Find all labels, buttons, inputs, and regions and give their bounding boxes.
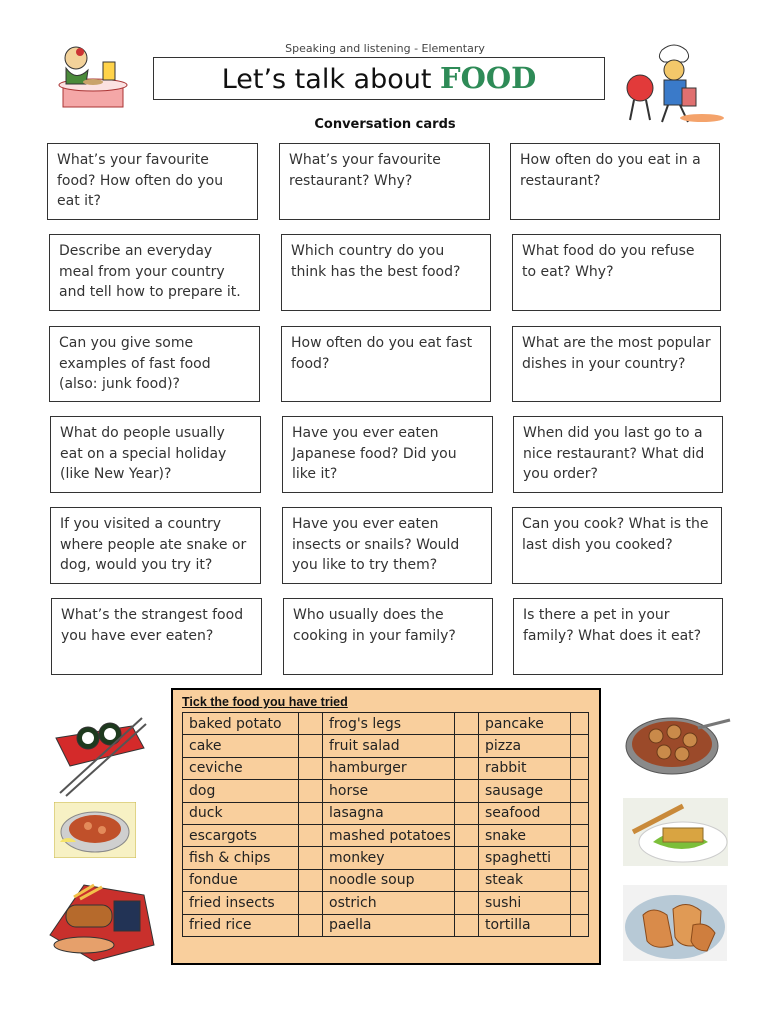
tick-box-cell[interactable]	[571, 713, 589, 735]
food-table-row	[183, 757, 589, 779]
food-table-row	[183, 802, 589, 824]
escargots-illustration	[620, 708, 734, 780]
tick-box-cell[interactable]	[455, 869, 479, 891]
tick-box-cell[interactable]	[455, 713, 479, 735]
food-name-cell: pizza	[479, 735, 571, 757]
fast-food-illustration	[44, 875, 160, 963]
conversation-card: What food do you refuse to eat? Why?	[512, 234, 721, 311]
title-highlight: FOOD	[440, 61, 537, 95]
tick-box-cell[interactable]	[299, 713, 323, 735]
food-name-cell: tortilla	[479, 914, 571, 936]
tick-box-cell[interactable]	[571, 780, 589, 802]
food-name-cell: spaghetti	[479, 847, 571, 869]
food-name-cell: noodle soup	[323, 869, 455, 891]
food-name-cell: lasagna	[323, 802, 455, 824]
tick-box-cell[interactable]	[299, 892, 323, 914]
tick-box-cell[interactable]	[571, 914, 589, 936]
food-name-cell: fried insects	[183, 892, 299, 914]
food-name-cell: baked potato	[183, 713, 299, 735]
tick-box-cell[interactable]	[571, 847, 589, 869]
food-name-cell: sushi	[479, 892, 571, 914]
tick-box-cell[interactable]	[571, 757, 589, 779]
conversation-card: Can you cook? What is the last dish you cooked?	[512, 507, 722, 584]
tick-box-cell[interactable]	[455, 802, 479, 824]
food-name-cell: fondue	[183, 869, 299, 891]
food-name-cell: ostrich	[323, 892, 455, 914]
chef-bbq-illustration	[622, 40, 734, 125]
conversation-card: How often do you eat fast food?	[281, 326, 491, 402]
food-table-row	[183, 713, 589, 735]
conversation-card: How often do you eat in a restaurant?	[510, 143, 720, 220]
tick-box-cell[interactable]	[299, 824, 323, 846]
document-subtitle: Speaking and listening - Elementary	[285, 42, 485, 55]
tick-box-cell[interactable]	[455, 892, 479, 914]
food-name-cell: steak	[479, 869, 571, 891]
fried-frogs-legs-illustration	[623, 885, 727, 961]
food-name-cell: rabbit	[479, 757, 571, 779]
food-table-row	[183, 847, 589, 869]
tick-box-cell[interactable]	[299, 757, 323, 779]
conversation-card: What’s the strangest food you have ever eaten?	[51, 598, 262, 675]
food-name-cell: escargots	[183, 824, 299, 846]
food-name-cell: dog	[183, 780, 299, 802]
tick-box-cell[interactable]	[299, 914, 323, 936]
conversation-card: If you visited a country where people ate snake or dog, would you try it?	[50, 507, 261, 584]
diner-illustration	[48, 40, 143, 115]
tick-box-cell[interactable]	[299, 847, 323, 869]
conversation-card: Have you ever eaten Japanese food? Did you like it?	[282, 416, 493, 493]
tick-box-cell[interactable]	[299, 735, 323, 757]
dish-illustration	[623, 798, 728, 866]
tick-box-cell[interactable]	[571, 802, 589, 824]
food-name-cell: hamburger	[323, 757, 455, 779]
food-table-row	[183, 914, 589, 936]
food-name-cell: duck	[183, 802, 299, 824]
food-name-cell: snake	[479, 824, 571, 846]
food-name-cell: mashed potatoes	[323, 824, 455, 846]
food-name-cell: sausage	[479, 780, 571, 802]
conversation-card: What are the most popular dishes in your country?	[512, 326, 721, 402]
tick-box-cell[interactable]	[455, 914, 479, 936]
food-table-row	[183, 780, 589, 802]
tick-box-cell[interactable]	[299, 802, 323, 824]
tick-list-title: Tick the food you have tried	[182, 695, 348, 709]
food-name-cell: ceviche	[183, 757, 299, 779]
food-name-cell: seafood	[479, 802, 571, 824]
tick-box-cell[interactable]	[455, 735, 479, 757]
food-name-cell: cake	[183, 735, 299, 757]
conversation-card: Can you give some examples of fast food (also: junk food)?	[49, 326, 260, 402]
tick-box-cell[interactable]	[455, 824, 479, 846]
tick-box-cell[interactable]	[299, 869, 323, 891]
sushi-illustration	[52, 708, 150, 798]
food-name-cell: frog's legs	[323, 713, 455, 735]
conversation-card: What’s your favourite restaurant? Why?	[279, 143, 490, 220]
conversation-card: Describe an everyday meal from your country and tell how to prepare it.	[49, 234, 260, 311]
food-name-cell: fried rice	[183, 914, 299, 936]
conversation-card: Is there a pet in your family? What does it eat?	[513, 598, 723, 675]
conversation-card: Have you ever eaten insects or snails? Would you like to try them?	[282, 507, 492, 584]
food-table-row	[183, 824, 589, 846]
conversation-card: Who usually does the cooking in your family?	[283, 598, 493, 675]
tick-food-panel	[171, 688, 601, 965]
conversation-card: What do people usually eat on a special holiday (like New Year)?	[50, 416, 261, 493]
conversation-card: What’s your favourite food? How often do you eat it?	[47, 143, 258, 220]
tick-box-cell[interactable]	[571, 892, 589, 914]
conversation-card: Which country do you think has the best food?	[281, 234, 491, 311]
soup-bowl-illustration	[54, 802, 136, 858]
food-name-cell: pancake	[479, 713, 571, 735]
tick-box-cell[interactable]	[571, 824, 589, 846]
title-text: Let’s talk about	[221, 64, 441, 95]
food-name-cell: paella	[323, 914, 455, 936]
title-box	[153, 57, 605, 100]
food-table-row	[183, 892, 589, 914]
tick-box-cell[interactable]	[571, 869, 589, 891]
section-heading: Conversation cards	[314, 117, 456, 132]
tick-box-cell[interactable]	[571, 735, 589, 757]
food-table-row	[183, 735, 589, 757]
tick-box-cell[interactable]	[455, 847, 479, 869]
food-name-cell: fish & chips	[183, 847, 299, 869]
food-table	[182, 712, 589, 937]
food-name-cell: monkey	[323, 847, 455, 869]
conversation-card: When did you last go to a nice restaurant? What did you order?	[513, 416, 723, 493]
food-name-cell: horse	[323, 780, 455, 802]
food-table-row	[183, 869, 589, 891]
food-name-cell: fruit salad	[323, 735, 455, 757]
tick-box-cell[interactable]	[455, 780, 479, 802]
tick-box-cell[interactable]	[299, 780, 323, 802]
tick-box-cell[interactable]	[455, 757, 479, 779]
